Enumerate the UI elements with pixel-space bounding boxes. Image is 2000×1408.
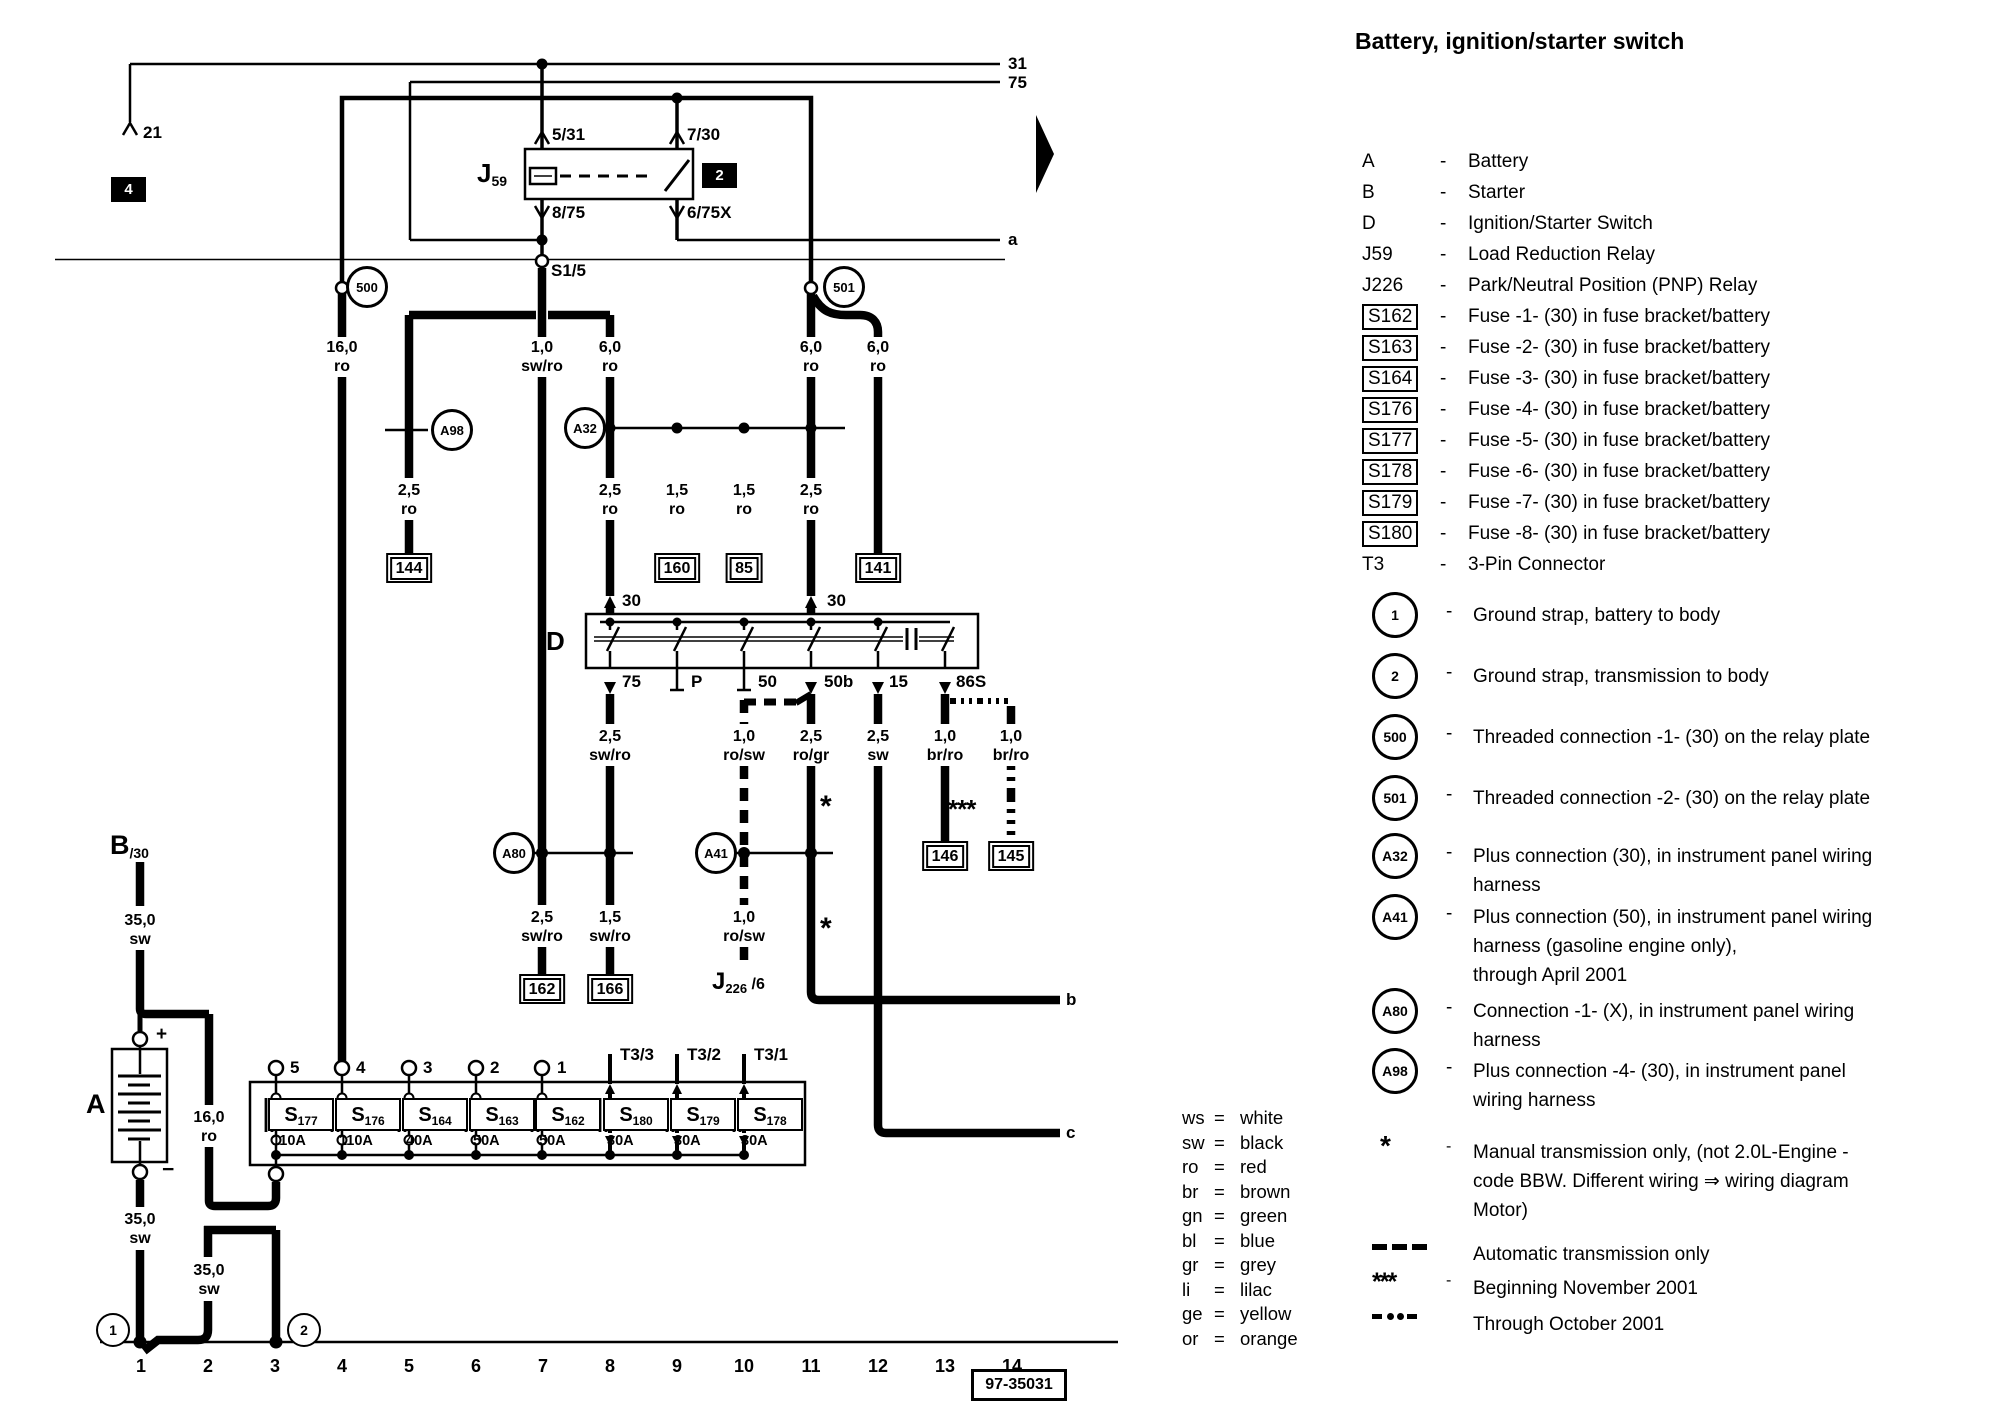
plus-connection-a41: A41	[695, 832, 737, 874]
bracket-pin-5: 5	[290, 1058, 300, 1077]
wire-label: 2,5 ro	[397, 482, 421, 518]
drawing-number: 97-35031	[971, 1369, 1067, 1401]
wire-label: 1,0 sw/ro	[521, 339, 563, 375]
fuse-amp: 50A	[539, 1133, 566, 1149]
fuse-amp: 30A	[741, 1133, 768, 1149]
fuse-s180: $S_{180}$	[603, 1098, 669, 1131]
battery-minus-sign: −	[162, 1158, 175, 1181]
track-number: 6	[470, 1356, 482, 1376]
track-number: 3	[269, 1356, 281, 1376]
track-number: 1	[135, 1356, 147, 1376]
track-number: 10	[733, 1356, 755, 1376]
track-number: 7	[537, 1356, 549, 1376]
legend-row: D - Ignition/Starter Switch	[1362, 212, 1653, 234]
fuse-s178: $S_{178}$	[737, 1098, 803, 1131]
legend-row: S180 - Fuse -8- (30) in fuse bracket/battery	[1362, 518, 1770, 549]
threaded-connection-501: 501	[823, 266, 865, 308]
wire-label: 1,5 ro	[732, 482, 756, 518]
nov-2001-asterisks: ***	[948, 794, 976, 824]
legend-row: S177 - Fuse -5- (30) in fuse bracket/battery	[1362, 425, 1770, 456]
wiring-diagram-page: 31 75 a b c 21 4 2 $J_{59}$ 5/31 7/30 8/75 6/75X S1/5 500 501 A98 A32 A80 A41 D 30 30 75 P 50 50b 15 86S $J_{226}$ /6 * * *** 16,0 ro 1,0 sw/ro 6,0 ro 6,0 ro 6,0 ro 2,5 ro 2,5 ro 1,5 ro 1,5 ro 2,5 ro 2,5 sw/ro 1,0 ro/sw 2,5 ro/gr 2,5 sw 1,0 br/ro 1,0 br/ro 2,5 sw/ro 1,5 sw/ro 1,0 ro/sw 35,0 sw 16,0 ro 35,0 sw 35,0 sw 144 160 85 141 162 166 146 145 A $B_{/30}$ + − 1 2 5 4 3 2 1 T3/3 T3/2 T3/1 $S_{177}$ $S_{176}$ $S_{164}$ $S_{163}$ $S_{162}$ $S_{180}$ $S_{179}$ $S_{178}$ 110A 110A 40A 50A 50A 30A 30A 30A 1 2 3 4 5 6 7 8 9 10 11 12 13 14 97-35031 Battery, ignition/starter switch A - Battery B - Starter D - Ignition/Starter Switch J59 - Load Reduction Relay J226 - Park/Neutral Position (PNP) Relay S162 - Fuse -1- (30) in fuse bracket/battery S163 - Fuse -2- (30) in fuse bracket/battery S164 - Fuse -3- (30) in fuse bracket/battery S176 - Fuse -4- (30) in fuse bracket/battery S177 - Fuse -5- (30) in fuse bracket/battery S178 - Fuse -6- (30) in fuse bracket/battery S179 - Fuse -7- (30) in fuse bracket/battery S180 - Fuse -8- (30) in fuse bracket/battery T3 - 3-Pin Connector 1 - Ground strap, battery to body 2 - Ground strap, transmission to body 500 - Threaded connection -1- (30) on the relay plate 501 - Threaded connection -2- (30) on the relay plate A32 - Plus connection (30), in instrument panel wiring harness A41 - Plus connection (50), in instrument panel wiring harness (gasoline engine only), through April 2001 A80 - Connection -1- (X), in instrument panel wiring harness A98 - Plus connection -4- (30), in instrument panel wiring harness * - Manual transmission only, (not 2.0L-Engine - code BBW. Different wiring ⇒ wiring diagram Motor) Automatic transmission only *** - Beginning November 2001 Through October 2001 ws = white sw = black ro = red br = brown gn = green bl = blue gr = grey li = lilac ge = yellow or = orange	[0, 0, 2000, 1408]
wire-label: 2,5 ro	[598, 482, 622, 518]
fuse-s163: $S_{163}$	[469, 1098, 535, 1131]
wire-label: 2,5 ro/gr	[792, 728, 830, 764]
ground-strap-2: 2	[287, 1313, 321, 1347]
j59-pin-8-75: 8/75	[552, 203, 586, 222]
fuse-s179: $S_{179}$	[670, 1098, 736, 1131]
track-a-label: a	[1008, 230, 1018, 249]
ignition-switch-label: D	[546, 626, 565, 656]
d-pin-30-left: 30	[622, 591, 641, 610]
ref-box-145: 145	[988, 841, 1034, 871]
wire-label: 2,5 sw/ro	[521, 909, 563, 945]
fuse-s177: $S_{177}$	[268, 1098, 334, 1131]
ref-box-162: 162	[519, 974, 565, 1004]
legend-row: A - Battery	[1362, 150, 1529, 172]
d-pin-30-right: 30	[827, 591, 846, 610]
ref-box-146: 146	[922, 841, 968, 871]
legend-row: S163 - Fuse -2- (30) in fuse bracket/battery	[1362, 332, 1770, 363]
track-b-label: b	[1066, 990, 1077, 1009]
dashed-line-icon	[1372, 1238, 1432, 1256]
ref-box-160: 160	[654, 553, 700, 583]
legend-row: S176 - Fuse -4- (30) in fuse bracket/battery	[1362, 394, 1770, 425]
legend-row: S164 - Fuse -3- (30) in fuse bracket/battery	[1362, 363, 1770, 394]
terminal-21-label: 21	[143, 123, 162, 142]
page-title: Battery, ignition/starter switch	[1355, 28, 1685, 54]
fuse-s162: $S_{162}$	[535, 1098, 601, 1131]
wire-label: 16,0 ro	[193, 1109, 225, 1145]
continuation-arrow-icon	[1036, 115, 1054, 193]
fuse-amp: 30A	[607, 1133, 634, 1149]
plus-connection-a32: A32	[564, 407, 606, 449]
wire-color-legend: ws = white sw = black ro = red br = brown gn = green bl = blue gr = grey li = lilac ge = yellow or = orange	[1182, 1107, 1298, 1349]
terminal-75-label: 75	[1008, 73, 1027, 92]
j59-pin-5-31: 5/31	[552, 125, 586, 144]
d-pin-50b: 50b	[824, 672, 854, 691]
bracket-pin-1: 1	[557, 1058, 567, 1077]
wire-label: 1,0 ro/sw	[723, 728, 765, 764]
wire-label: 35,0 sw	[124, 1211, 156, 1247]
manual-only-asterisk-2: *	[820, 912, 832, 945]
connection-a80: A80	[493, 832, 535, 874]
d-pin-15: 15	[889, 672, 908, 691]
battery-plus-sign: +	[156, 1024, 168, 1045]
fuse-s1-5-label: S1/5	[551, 261, 586, 280]
wire-label: 1,0 br/ro	[992, 728, 1030, 764]
fuse-amp: 30A	[674, 1133, 701, 1149]
track-number: 9	[671, 1356, 683, 1376]
wire-label: 35,0 sw	[193, 1262, 225, 1298]
wire-label: 6,0 ro	[866, 339, 890, 375]
bracket-pin-3: 3	[423, 1058, 433, 1077]
relay-j59-label: $J_{59}$	[477, 158, 508, 190]
plus-connection-a98: A98	[431, 409, 473, 451]
legend-row: B - Starter	[1362, 181, 1526, 203]
fuse-s164: $S_{164}$	[402, 1098, 468, 1131]
manual-only-asterisk: *	[820, 790, 832, 823]
battery-label: A	[86, 1089, 106, 1119]
fuse-amp: 40A	[406, 1133, 433, 1149]
bracket-pin-t3-1: T3/1	[754, 1045, 789, 1064]
legend-row: S178 - Fuse -6- (30) in fuse bracket/battery	[1362, 456, 1770, 487]
track-number: 14	[1001, 1356, 1023, 1376]
relay-j226-pin-label: $J_{226}$ /6	[712, 968, 765, 997]
bracket-pin-2: 2	[490, 1058, 500, 1077]
bracket-pin-t3-2: T3/2	[687, 1045, 722, 1064]
starter-b30-label: $B_{/30}$	[110, 830, 149, 862]
fuse-amp: 50A	[473, 1133, 500, 1149]
fuse-amp: 110A	[339, 1133, 373, 1149]
j59-pin-7-30: 7/30	[687, 125, 721, 144]
wire-label: 2,5 sw/ro	[589, 728, 631, 764]
wire-label: 35,0 sw	[124, 912, 156, 948]
track-number: 5	[403, 1356, 415, 1376]
ground-strap-1: 1	[96, 1313, 130, 1347]
bracket-pin-t3-3: T3/3	[620, 1045, 655, 1064]
fuse-s176: $S_{176}$	[335, 1098, 401, 1131]
wire-label: 1,5 sw/ro	[589, 909, 631, 945]
dash-dot-line-icon	[1372, 1308, 1432, 1326]
threaded-connection-500: 500	[346, 266, 388, 308]
legend-row: T3 - 3-Pin Connector	[1362, 553, 1606, 575]
track-number: 8	[604, 1356, 616, 1376]
d-pin-p: P	[691, 672, 703, 691]
ref-box-141: 141	[855, 553, 901, 583]
legend-row: S179 - Fuse -7- (30) in fuse bracket/battery	[1362, 487, 1770, 518]
wire-label: 2,5 ro	[799, 482, 823, 518]
fuse-amp: 110A	[272, 1133, 306, 1149]
track-number: 11	[801, 1356, 821, 1376]
bracket-pin-4: 4	[356, 1058, 366, 1077]
wire-label: 1,0 ro/sw	[723, 909, 765, 945]
track-number: 12	[867, 1356, 889, 1376]
legend-row: S162 - Fuse -1- (30) in fuse bracket/battery	[1362, 301, 1770, 332]
legend-row: J59 - Load Reduction Relay	[1362, 243, 1655, 265]
j59-pin-6-75x: 6/75X	[687, 203, 732, 222]
wire-label: 2,5 sw	[866, 728, 890, 764]
legend-row: J226 - Park/Neutral Position (PNP) Relay	[1362, 274, 1758, 296]
track-number: 13	[934, 1356, 956, 1376]
relay-plate-position-4: 4	[111, 177, 146, 202]
ref-box-144: 144	[386, 553, 432, 583]
component-legend	[1362, 146, 1770, 580]
wire-label: 1,0 br/ro	[926, 728, 964, 764]
ref-box-85: 85	[726, 553, 763, 583]
relay-plate-position-2: 2	[702, 163, 737, 188]
track-number: 4	[336, 1356, 348, 1376]
d-pin-86s: 86S	[956, 672, 987, 691]
d-pin-75: 75	[622, 672, 641, 691]
ref-box-166: 166	[587, 974, 633, 1004]
d-pin-50: 50	[758, 672, 777, 691]
wire-label: 1,5 ro	[665, 482, 689, 518]
terminal-31-label: 31	[1008, 54, 1027, 73]
wire-label: 6,0 ro	[598, 339, 622, 375]
wire-label: 16,0 ro	[326, 339, 358, 375]
track-c-label: c	[1066, 1123, 1076, 1142]
wire-label: 6,0 ro	[799, 339, 823, 375]
track-number: 2	[202, 1356, 214, 1376]
